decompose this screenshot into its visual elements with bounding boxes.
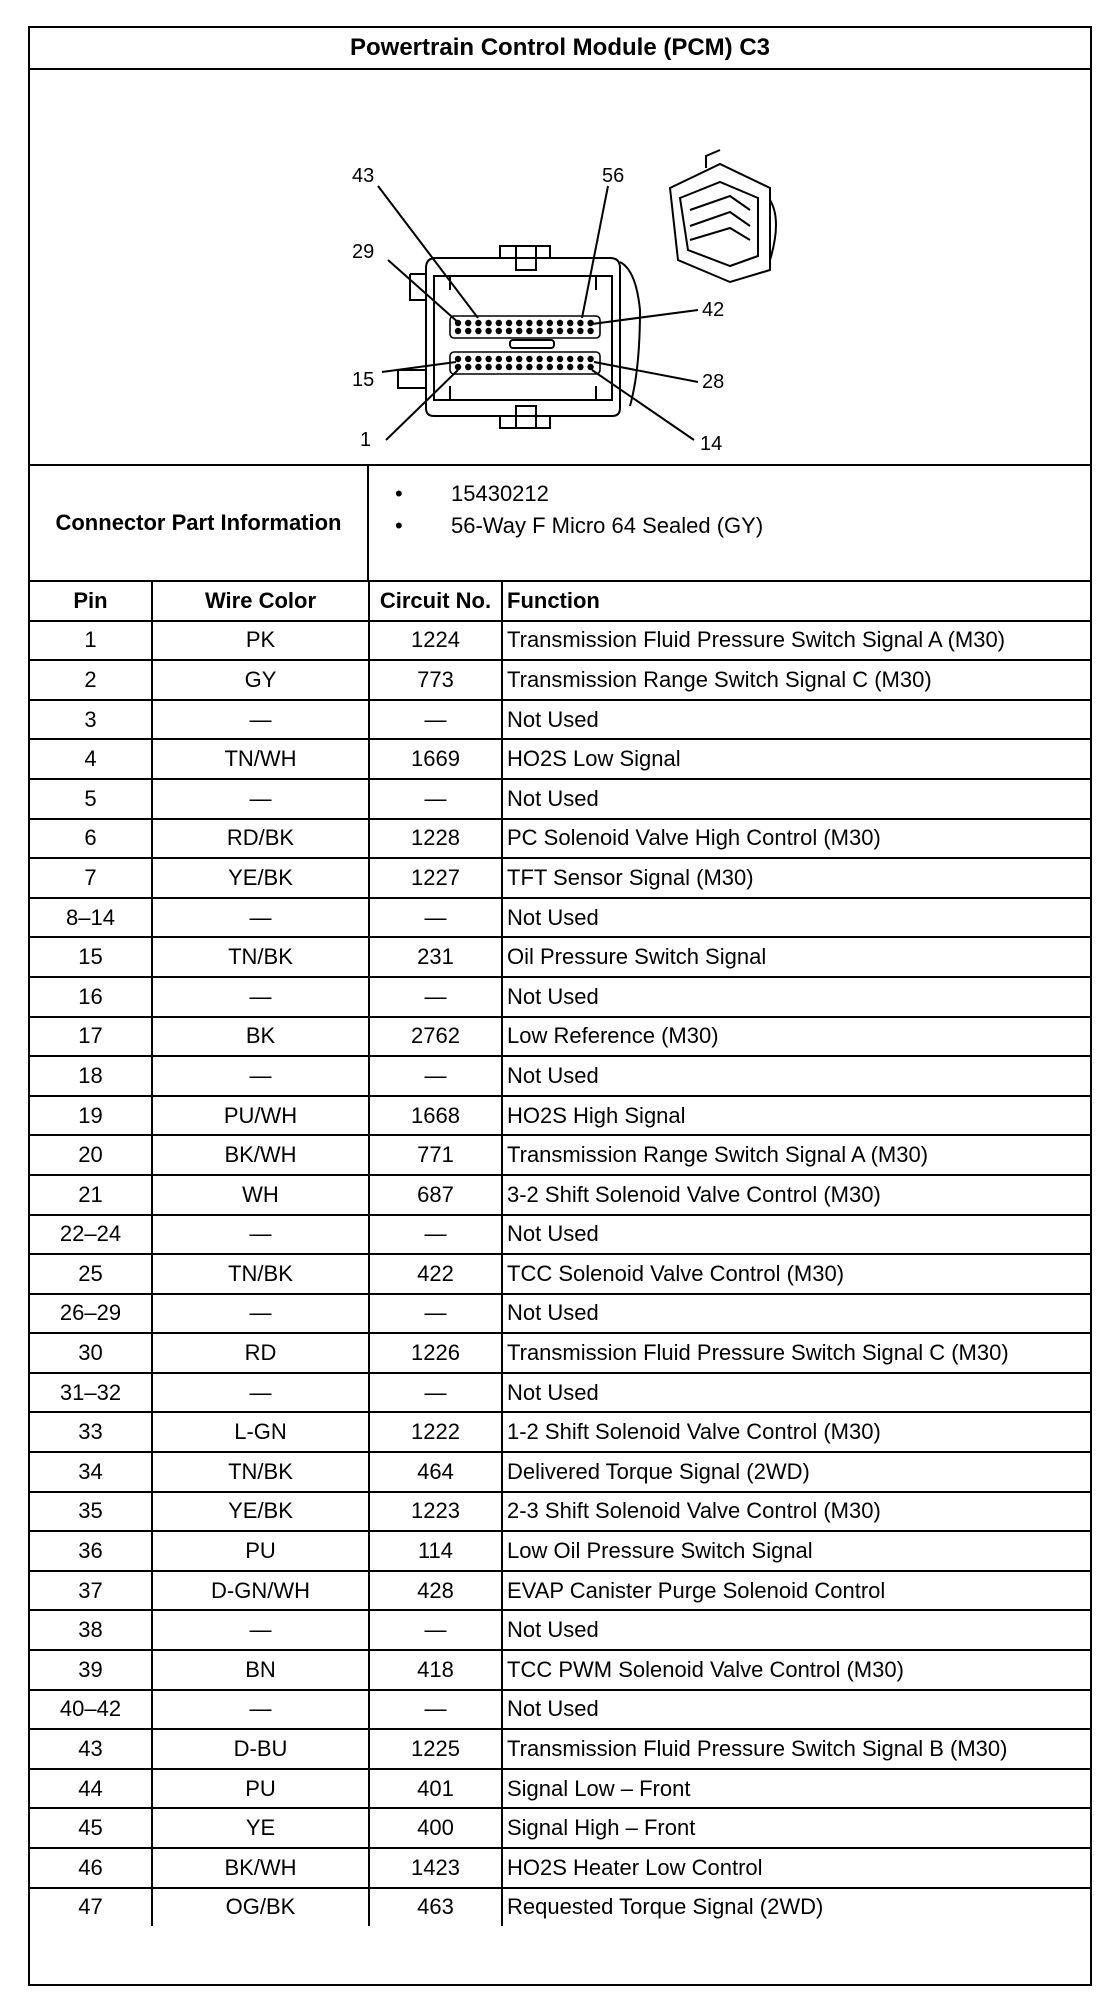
wire-color-cell: TN/BK — [152, 1254, 369, 1294]
pin-cavity — [557, 364, 563, 370]
pin-cell: 31–32 — [30, 1373, 152, 1413]
wire-color-cell: PK — [152, 621, 369, 661]
table-row — [30, 621, 1090, 661]
function-cell: TCC PWM Solenoid Valve Control (M30) — [502, 1650, 1090, 1690]
pin-cell: 39 — [30, 1650, 152, 1690]
function-cell: Transmission Fluid Pressure Switch Signal B (M30) — [502, 1729, 1090, 1769]
pin-cavity — [475, 328, 481, 334]
circuit-cell: 464 — [369, 1452, 502, 1492]
pin-cavity — [475, 320, 481, 326]
pin-label-15: 15 — [352, 369, 375, 391]
circuit-cell: 773 — [369, 660, 502, 700]
table-row — [30, 1492, 1090, 1532]
function-cell: Not Used — [502, 1690, 1090, 1730]
circuit-cell: — — [369, 1690, 502, 1730]
table-row — [30, 1452, 1090, 1492]
circuit-cell: 1226 — [369, 1333, 502, 1373]
function-cell: Signal High – Front — [502, 1808, 1090, 1848]
circuit-cell: 1223 — [369, 1492, 502, 1532]
pin-cavity — [455, 364, 461, 370]
function-cell: Requested Torque Signal (2WD) — [502, 1888, 1090, 1927]
pin-cavity — [506, 320, 512, 326]
pin-cell: 15 — [30, 937, 152, 977]
function-cell: Not Used — [502, 1294, 1090, 1334]
wire-color-cell: TN/BK — [152, 1452, 369, 1492]
function-cell: TFT Sensor Signal (M30) — [502, 858, 1090, 898]
circuit-cell: 1224 — [369, 621, 502, 661]
pin-cavity — [567, 356, 573, 362]
function-cell: Not Used — [502, 700, 1090, 740]
pin-cavity — [587, 320, 593, 326]
circuit-cell: 422 — [369, 1254, 502, 1294]
header-pin: Pin — [30, 582, 152, 621]
table-row — [30, 1571, 1090, 1611]
pin-cavity — [536, 356, 542, 362]
pin-cell: 16 — [30, 977, 152, 1017]
connector-diagram — [30, 70, 1090, 466]
function-cell: Transmission Range Switch Signal A (M30) — [502, 1135, 1090, 1175]
pin-cell: 30 — [30, 1333, 152, 1373]
pin-label-1: 1 — [360, 429, 372, 451]
table-row — [30, 937, 1090, 977]
pin-cell: 40–42 — [30, 1690, 152, 1730]
pin-cavity — [455, 320, 461, 326]
pin-cell: 34 — [30, 1452, 152, 1492]
circuit-cell: — — [369, 1294, 502, 1334]
pin-cavity — [506, 356, 512, 362]
function-cell: HO2S High Signal — [502, 1096, 1090, 1136]
pin-cavity — [465, 364, 471, 370]
wire-color-cell: YE — [152, 1808, 369, 1848]
pin-cavity — [516, 364, 522, 370]
pin-cavity — [485, 364, 491, 370]
bullet-icon: • — [395, 481, 403, 506]
function-cell: Transmission Fluid Pressure Switch Signal C (M30) — [502, 1333, 1090, 1373]
wire-color-cell: — — [152, 779, 369, 819]
pinout-table — [30, 582, 1090, 1926]
pin-cavity — [516, 328, 522, 334]
pin-cell: 26–29 — [30, 1294, 152, 1334]
function-cell: Low Reference (M30) — [502, 1017, 1090, 1057]
table-row — [30, 1729, 1090, 1769]
function-cell: Transmission Fluid Pressure Switch Signal A (M30) — [502, 621, 1090, 661]
pin-label-43: 43 — [352, 165, 375, 187]
table-row — [30, 1690, 1090, 1730]
pin-cell: 43 — [30, 1729, 152, 1769]
pin-cavity — [547, 320, 553, 326]
pin-cell: 2 — [30, 660, 152, 700]
circuit-cell: — — [369, 1610, 502, 1650]
pin-cell: 37 — [30, 1571, 152, 1611]
wire-color-cell: L-GN — [152, 1412, 369, 1452]
table-row — [30, 1373, 1090, 1413]
header-wire-color: Wire Color — [152, 582, 369, 621]
table-row — [30, 1175, 1090, 1215]
wire-color-cell: BK/WH — [152, 1135, 369, 1175]
wire-color-cell: — — [152, 1610, 369, 1650]
table-row — [30, 1808, 1090, 1848]
circuit-cell: 114 — [369, 1531, 502, 1571]
wire-color-cell: YE/BK — [152, 1492, 369, 1532]
function-cell: Oil Pressure Switch Signal — [502, 937, 1090, 977]
table-row — [30, 977, 1090, 1017]
wire-color-cell: — — [152, 1690, 369, 1730]
table-row — [30, 1531, 1090, 1571]
function-cell: HO2S Low Signal — [502, 739, 1090, 779]
circuit-cell: 1423 — [369, 1848, 502, 1888]
function-cell: Transmission Range Switch Signal C (M30) — [502, 660, 1090, 700]
circuit-cell: — — [369, 1056, 502, 1096]
table-row — [30, 1294, 1090, 1334]
part-item: • 56-Way F Micro 64 Sealed (GY) — [381, 510, 763, 542]
pin-cell: 45 — [30, 1808, 152, 1848]
wire-color-cell: PU/WH — [152, 1096, 369, 1136]
pin-cavity — [526, 328, 532, 334]
circuit-cell: — — [369, 1373, 502, 1413]
pin-cavity — [547, 328, 553, 334]
pin-cavity — [587, 328, 593, 334]
wire-color-cell: — — [152, 1215, 369, 1255]
circuit-cell: — — [369, 779, 502, 819]
wire-color-cell: — — [152, 1373, 369, 1413]
pin-cavity — [526, 320, 532, 326]
function-cell: PC Solenoid Valve High Control (M30) — [502, 819, 1090, 859]
circuit-cell: 418 — [369, 1650, 502, 1690]
pin-cavity — [547, 364, 553, 370]
connector-face-drawing — [30, 70, 1090, 466]
pin-label-28: 28 — [702, 371, 725, 393]
pin-cavity — [567, 320, 573, 326]
pin-cavity — [587, 364, 593, 370]
pin-cavity — [577, 364, 583, 370]
pin-cavity — [516, 356, 522, 362]
wire-color-cell: BK — [152, 1017, 369, 1057]
pin-cavity — [577, 328, 583, 334]
circuit-cell: — — [369, 977, 502, 1017]
circuit-cell: 1227 — [369, 858, 502, 898]
wire-color-cell: D-GN/WH — [152, 1571, 369, 1611]
table-row — [30, 1412, 1090, 1452]
wire-color-cell: — — [152, 1056, 369, 1096]
wire-color-cell: — — [152, 977, 369, 1017]
pin-cavity — [506, 328, 512, 334]
circuit-cell: 400 — [369, 1808, 502, 1848]
pin-cell: 35 — [30, 1492, 152, 1532]
circuit-cell: 1225 — [369, 1729, 502, 1769]
function-cell: Delivered Torque Signal (2WD) — [502, 1452, 1090, 1492]
pin-cell: 47 — [30, 1888, 152, 1927]
pin-cavity — [455, 356, 461, 362]
pin-cell: 20 — [30, 1135, 152, 1175]
connector-body — [426, 258, 620, 416]
circuit-cell: — — [369, 1215, 502, 1255]
function-cell: HO2S Heater Low Control — [502, 1848, 1090, 1888]
pin-cell: 1 — [30, 621, 152, 661]
circuit-cell: 771 — [369, 1135, 502, 1175]
pin-cavity — [536, 320, 542, 326]
wire-color-cell: TN/BK — [152, 937, 369, 977]
wire-color-cell: WH — [152, 1175, 369, 1215]
wire-color-cell: TN/WH — [152, 739, 369, 779]
table-row — [30, 1650, 1090, 1690]
wire-color-cell: — — [152, 700, 369, 740]
function-cell: Not Used — [502, 779, 1090, 819]
connector-part-info — [30, 466, 1090, 582]
pin-cell: 8–14 — [30, 898, 152, 938]
pin-cell: 3 — [30, 700, 152, 740]
pin-cavity — [496, 328, 502, 334]
function-cell: 2-3 Shift Solenoid Valve Control (M30) — [502, 1492, 1090, 1532]
table-row — [30, 1215, 1090, 1255]
header-function: Function — [502, 582, 1090, 621]
pin-cell: 17 — [30, 1017, 152, 1057]
pin-label-14: 14 — [700, 433, 723, 455]
circuit-cell: 687 — [369, 1175, 502, 1215]
table-row — [30, 779, 1090, 819]
pin-cavity — [567, 328, 573, 334]
wire-color-cell: GY — [152, 660, 369, 700]
pin-cavity — [526, 364, 532, 370]
function-cell: Not Used — [502, 977, 1090, 1017]
pin-label-42: 42 — [702, 299, 725, 321]
table-row — [30, 739, 1090, 779]
pin-cavity — [577, 356, 583, 362]
table-row — [30, 1254, 1090, 1294]
pin-cavity — [485, 356, 491, 362]
wire-color-cell: RD/BK — [152, 819, 369, 859]
pin-cavity — [557, 328, 563, 334]
circuit-cell: — — [369, 700, 502, 740]
table-row — [30, 898, 1090, 938]
table-row — [30, 1096, 1090, 1136]
pin-cell: 18 — [30, 1056, 152, 1096]
function-cell: 3-2 Shift Solenoid Valve Control (M30) — [502, 1175, 1090, 1215]
pin-cell: 5 — [30, 779, 152, 819]
pin-cell: 7 — [30, 858, 152, 898]
wire-color-cell: YE/BK — [152, 858, 369, 898]
pin-cavity — [475, 364, 481, 370]
pin-cavity — [547, 356, 553, 362]
circuit-cell: 2762 — [369, 1017, 502, 1057]
pin-label-56: 56 — [602, 165, 625, 187]
pin-cavity — [465, 328, 471, 334]
pin-cavity — [485, 328, 491, 334]
circuit-cell: 1228 — [369, 819, 502, 859]
table-row — [30, 819, 1090, 859]
pinout-sheet — [28, 26, 1092, 1986]
pin-cavity — [516, 320, 522, 326]
pin-cavity — [526, 356, 532, 362]
pin-cavity — [536, 328, 542, 334]
pin-cavity — [485, 320, 491, 326]
pin-cavity — [567, 364, 573, 370]
pin-cell: 21 — [30, 1175, 152, 1215]
pin-label-29: 29 — [352, 241, 375, 263]
table-row — [30, 700, 1090, 740]
table-row — [30, 660, 1090, 700]
circuit-cell: 1669 — [369, 739, 502, 779]
table-row — [30, 1333, 1090, 1373]
pin-cavity — [506, 364, 512, 370]
table-row — [30, 1610, 1090, 1650]
pin-cell: 33 — [30, 1412, 152, 1452]
table-row — [30, 1888, 1090, 1927]
wire-color-cell: PU — [152, 1531, 369, 1571]
pin-cavity — [465, 320, 471, 326]
pin-cell: 25 — [30, 1254, 152, 1294]
circuit-cell: 1668 — [369, 1096, 502, 1136]
wire-color-cell: D-BU — [152, 1729, 369, 1769]
function-cell: Signal Low – Front — [502, 1769, 1090, 1809]
pin-cavity — [587, 356, 593, 362]
pin-cell: 19 — [30, 1096, 152, 1136]
function-cell: Low Oil Pressure Switch Signal — [502, 1531, 1090, 1571]
wire-color-cell: BK/WH — [152, 1848, 369, 1888]
function-cell: 1-2 Shift Solenoid Valve Control (M30) — [502, 1412, 1090, 1452]
pin-cavity — [475, 356, 481, 362]
circuit-cell: 463 — [369, 1888, 502, 1927]
pin-cell: 36 — [30, 1531, 152, 1571]
function-cell: Not Used — [502, 1056, 1090, 1096]
wire-color-cell: BN — [152, 1650, 369, 1690]
circuit-cell: 428 — [369, 1571, 502, 1611]
pin-cell: 22–24 — [30, 1215, 152, 1255]
table-header-row — [30, 582, 1090, 621]
pin-cavity — [536, 364, 542, 370]
function-cell: TCC Solenoid Valve Control (M30) — [502, 1254, 1090, 1294]
wire-color-cell: PU — [152, 1769, 369, 1809]
pin-cavity — [557, 320, 563, 326]
pin-cell: 44 — [30, 1769, 152, 1809]
table-row — [30, 1056, 1090, 1096]
function-cell: Not Used — [502, 1373, 1090, 1413]
pin-cell: 6 — [30, 819, 152, 859]
circuit-cell: 1222 — [369, 1412, 502, 1452]
wire-color-cell: — — [152, 898, 369, 938]
part-item: • 15430212 — [381, 478, 763, 510]
pin-cavity — [455, 328, 461, 334]
pin-cavity — [496, 356, 502, 362]
pin-cavity — [577, 320, 583, 326]
table-row — [30, 1135, 1090, 1175]
circuit-cell: 231 — [369, 937, 502, 977]
pin-cavity — [496, 364, 502, 370]
table-row — [30, 858, 1090, 898]
function-cell: Not Used — [502, 1215, 1090, 1255]
bullet-icon: • — [395, 513, 403, 538]
pin-cavity — [557, 356, 563, 362]
header-circuit: Circuit No. — [369, 582, 502, 621]
table-row — [30, 1848, 1090, 1888]
page-title: Powertrain Control Module (PCM) C3 — [30, 28, 1090, 70]
connector-part-list — [381, 478, 763, 542]
pin-cell: 4 — [30, 739, 152, 779]
pin-cavity — [496, 320, 502, 326]
circuit-cell: 401 — [369, 1769, 502, 1809]
table-row — [30, 1769, 1090, 1809]
pin-cell: 46 — [30, 1848, 152, 1888]
function-cell: Not Used — [502, 1610, 1090, 1650]
pin-cell: 38 — [30, 1610, 152, 1650]
wire-color-cell: RD — [152, 1333, 369, 1373]
wire-color-cell: — — [152, 1294, 369, 1334]
table-row — [30, 1017, 1090, 1057]
function-cell: EVAP Canister Purge Solenoid Control — [502, 1571, 1090, 1611]
pin-cavity — [465, 356, 471, 362]
wire-color-cell: OG/BK — [152, 1888, 369, 1927]
function-cell: Not Used — [502, 898, 1090, 938]
circuit-cell: — — [369, 898, 502, 938]
connector-part-label: Connector Part Information — [30, 466, 369, 580]
